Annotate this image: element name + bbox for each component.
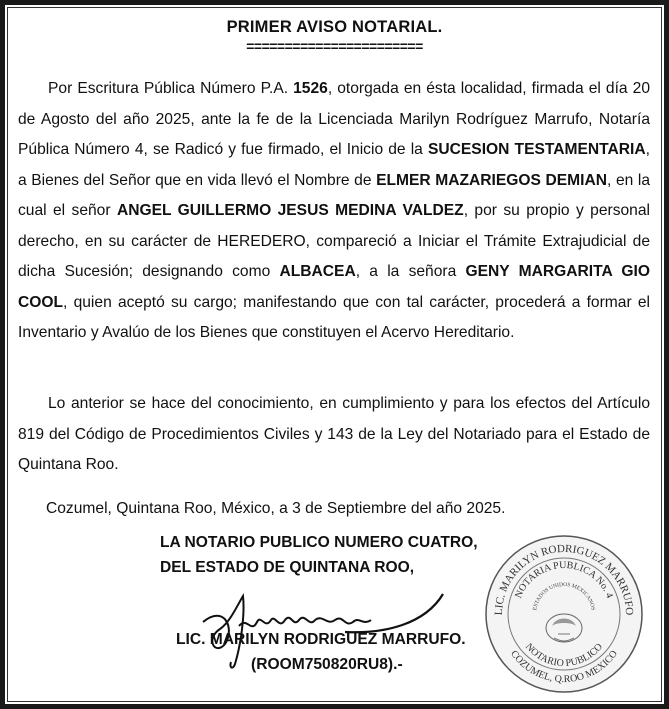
svg-text:LIC. MARILYN RODRIGUEZ MARRUFO: LIC. MARILYN RODRIGUEZ MARRUFO [492,542,636,616]
notary-name: LIC. MARILYN RODRIGUEZ MARRUFO. [176,631,466,648]
svg-text:COZUMEL, Q.ROO MEXICO: COZUMEL, Q.ROO MEXICO [508,648,620,686]
run-8: , por su propio y personal derecho, en su carácter de HEREDERO, compareció a Iniciar el Trámite Extrajudicial de dicha Sucesión; designando como [18,202,650,280]
svg-text:NOTARIA PUBLICA No. 4: NOTARIA PUBLICA No. 4 [513,559,615,600]
deceased-name: ELMER MAZARIEGOS DEMIAN [376,171,608,189]
run-0: Por Escritura Pública Número P.A. [48,80,294,97]
run-6: , en la cual el señor [18,171,650,219]
notice-title: PRIMER AVISO NOTARIAL. [226,18,443,36]
svg-text:NOTARIO PUBLICO: NOTARIO PUBLICO [523,641,605,670]
svg-text:ESTADOS UNIDOS MEXICANOS: ESTADOS UNIDOS MEXICANOS [532,581,596,611]
run-4: , a Bienes del Señor que en vida llevó el Nombre de [18,141,650,189]
run-2: , otorgada en ésta localidad, firmada el día 20 de Agosto del año 2025, ante la fe de la Licenciada Marilyn Rodríguez Marrufo, Notaría Pública Número 4, se Radicó y fue firmado, el Inicio de la [18,80,651,158]
notice-body-paragraph [18,74,650,349]
executor-name: GENY MARGARITA GIO COOL [18,263,651,311]
heir-name: ANGEL GUILLERMO JESUS MEDINA VALDEZ [116,202,464,219]
executor-role: ALBACEA [279,263,356,280]
legal-basis-paragraph: Lo anterior se hace del conocimiento, en cumplimiento y para los efectos del Artículo 819 del Código de Procedimientos Civiles y 143 de la Ley del Notariado para el Estado de Quintana Roo. [18,395,650,473]
title-underline: ======================= [246,38,423,54]
deed-number: 1526 [293,80,328,97]
succession-type: SUCESION TESTAMENTARIA [427,141,646,158]
notary-title-block [160,530,478,580]
notary-rfc: (ROOM750820RU8).- [251,656,403,673]
place-date: Cozumel, Quintana Roo, México, a 3 de Septiembre del año 2025. [46,500,506,517]
notary-title-line1: LA NOTARIO PUBLICO NUMERO CUATRO, [160,534,478,551]
run-12: , quien aceptó su cargo; manifestando que con tal carácter, procederá a formar el Inventario y Avalúo de los Bienes que constituyen el Acervo Hereditario. [18,293,650,341]
notary-seal-icon [484,534,644,694]
notary-title-line2: DEL ESTADO DE QUINTANA ROO, [160,559,415,576]
run-10: , a la señora [355,263,466,280]
